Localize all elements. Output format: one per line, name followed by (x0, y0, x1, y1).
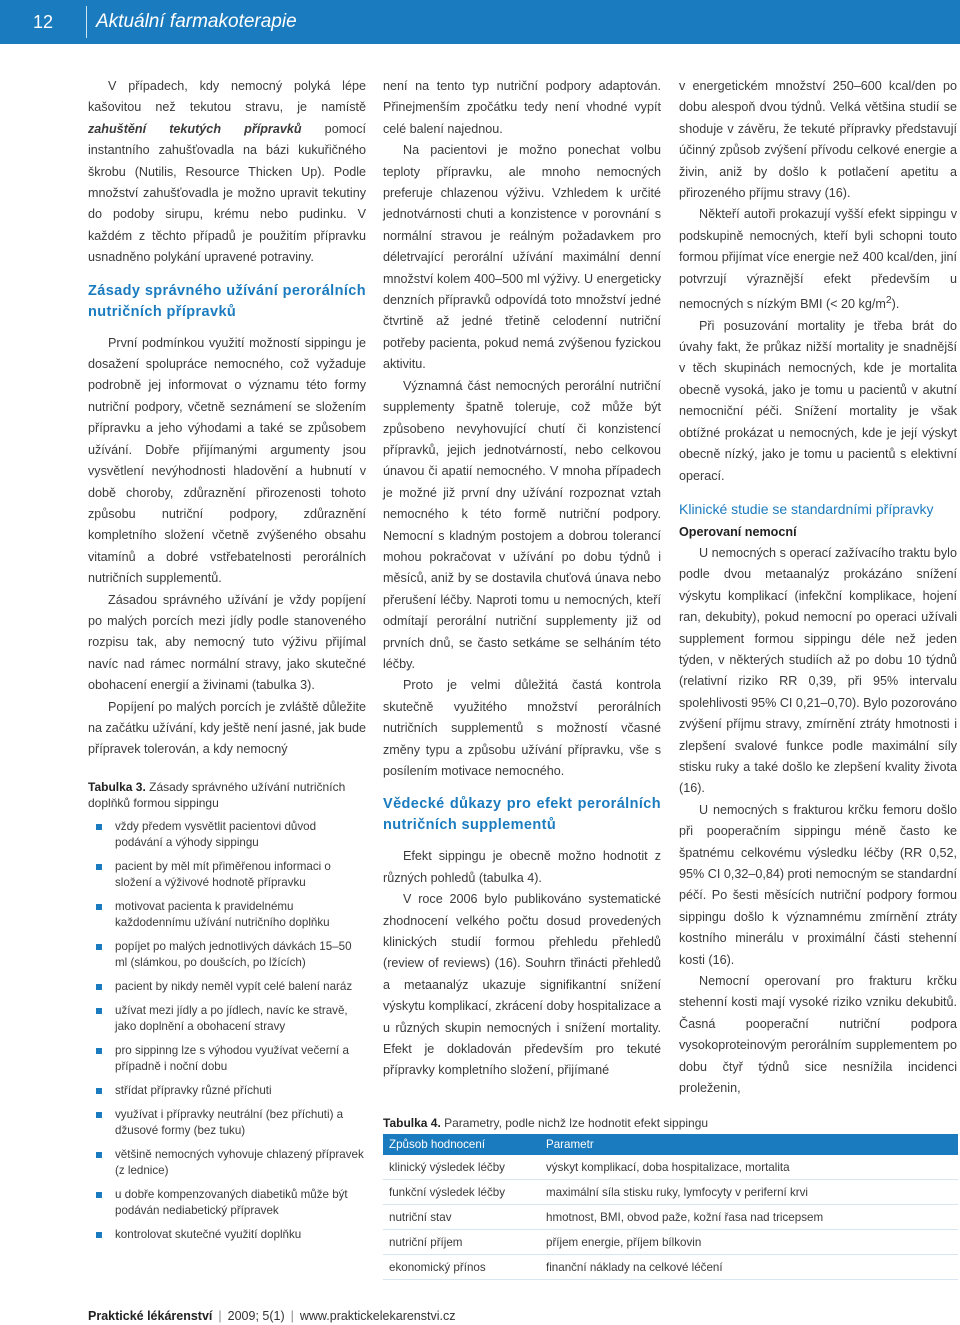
table-row (383, 1205, 958, 1230)
paragraph: U nemocných s frakturou krčku femoru došlo při pooperačním sippingu méně často ke špatnému celkovému výsledku léčby (RR 0,52, 95% CI 0,32–0,84) proti nemocným se standardní péčí. Po šesti měsících nutriční podpory formou sippingu došlo k významnému zmírnění ztráty kostního minerálu v proximální části stehenní kosti (16). (679, 802, 957, 967)
list-item (88, 1187, 366, 1219)
square-bullet-icon (96, 824, 102, 830)
list-item-text: popíjet po malých jednotlivých dávkách 15–50 ml (slámkou, po doušcích, po lžících) (115, 940, 352, 969)
paragraph: Na pacientovi je možno ponechat volbu teploty přípravku, ale mnoho nemocných preferuje chlazenou výživu. Vzhledem k určité jednotvárnosti chuti a konzistence v porovnání s normální stravou je reálným požadavkem pro déletrvající perorální užívání maximální denní množství kolem 400–500 ml výživy. U energeticky denzních přípravků odpovídá toto množství jedné čtvrtině až jedné třetině celodenní nutriční potřeby pacienta, pokud nemá zvýšenou fyzickou aktivitu. (383, 143, 661, 372)
paragraph: V roce 2006 bylo publikováno systematické zhodnocení velkého počtu dosud provedených klinických studií formou přehledu přehledů (review of reviews) (16). Souhrn třinácti přehledů a metaanalýz ukazuje signifikantní snížení výskytu komplikací, zkrácení doby hospitalizace a u různých skupin nemocných i snížení mortality. Efekt je dokladován především pro tekuté přípravky kompletního složení, přijímané (383, 892, 661, 1078)
square-bullet-icon (96, 1088, 102, 1094)
list-item (88, 1107, 366, 1139)
paragraph: U nemocných s operací zažívacího traktu bylo podle dvou metaanalýz prokázáno snížení výskytu komplikací (infekční komplikace, hojení ran, dekubity), pokud nemocní po operaci užívali supplement formou sippingu déle než jeden týden, v některých studiích až po dobu 10 týdnů (relativní riziko RR 0,39, při 95% intervalu spolehlivosti 95% CI 0,21–0,70). Bylo pozorováno zvýšení příjmu stravy, zmírnění ztráty hmotnosti i zlepšení svalové funkce podle maximální síly stisku ruky a také došlo ke zlepšení kvality života (16). (679, 545, 957, 796)
column-1 (88, 76, 366, 761)
table-cell: maximální síla stisku ruky, lymfocyty v periferní krvi (540, 1180, 958, 1205)
table-header-row (383, 1134, 958, 1155)
list-item (88, 1043, 366, 1075)
page-footer (88, 1309, 455, 1323)
paragraph: Nemocní operovaní pro frakturu krčku stehenní kosti mají vysoké riziko vzniku dekubitů. Časná pooperační nutriční podpora vysokoproteinovým perorálním supplementem po dobu čtyř týdnů sice nesnížila incidenci proleženin, (679, 974, 957, 1096)
square-bullet-icon (96, 944, 102, 950)
table-4 (383, 1115, 958, 1280)
paragraph (679, 204, 957, 315)
table-cell: výskyt komplikací, doba hospitalizace, mortalita (540, 1155, 958, 1180)
list-item (88, 899, 366, 931)
table-row (383, 1230, 958, 1255)
list-item-text: užívat mezi jídly a po jídlech, navíc ke stravě, jako doplnění a obohacení stravy (115, 1004, 348, 1033)
text: pomocí instantního zahušťovadla na bázi kukuřičného škrobu (Nutilis, Resource Thicken Up). Podle množství zahušťovadla je možno upravit tekutiny do podoby sirupu, krému nebo pudinku. V každém z těchto případů je použitím přípravku usnadněno polykání upravené potraviny. (88, 121, 366, 265)
text: V případech, kdy nemocný polyká lépe kašovitou než tekutou stravu, je namístě (88, 79, 366, 115)
paragraph: První podmínkou využití možností sippingu je dosažení spolupráce nemocného, což vyžaduje podrobně jej informovat o významu této formy nutriční podpory, včetně seznámení se složením přípravku a jeho výhodami a také se způsobem užívání. Dobře přijímanými argumenty jsou vysvětlení nevýhodnosti hladovění a hubnutí v době choroby, zdůraznění přirozenosti tohoto způsobu nutriční podpory, zdůraznění kompletního složení včetně zvýšeného obsahu vitamínů a dobré vstřebatelnosti perorálních nutričních supplementů. (88, 335, 366, 586)
table-3 (88, 779, 366, 1251)
parameters-table (383, 1134, 958, 1280)
page-header (0, 0, 960, 44)
list-item (88, 859, 366, 891)
list-item-text: využívat i přípravky neutrální (bez příchuti) a džusové formy (bez tuku) (115, 1108, 344, 1137)
paragraph: Zásadou správného užívání je vždy popíjení po malých porcích mezi jídly podle stanoveného rozpisu tak, aby nemocný tuto výživu přijímal navíc nad rámec normální stravy, jako skutečné obohacení energií a živinami (tabulka 3). (88, 592, 366, 693)
square-bullet-icon (96, 904, 102, 910)
list-item (88, 1003, 366, 1035)
paragraph (88, 76, 366, 269)
column-header: Parametr (540, 1134, 958, 1155)
table-cell: finanční náklady na celkové léčení (540, 1255, 958, 1280)
paragraph: není na tento typ nutriční podpory adaptován. Přinejmenším zpočátku tedy není vhodné vypít celé balení najednou. (383, 79, 661, 136)
text: ). (891, 297, 900, 312)
section-title: Aktuální farmakoterapie (96, 11, 297, 32)
section-heading: Vědecké důkazy pro efekt perorálních nutričních supplementů (383, 796, 661, 834)
list-item (88, 1227, 366, 1243)
footer-divider: | (290, 1309, 294, 1323)
square-bullet-icon (96, 1112, 102, 1118)
journal-issue: 2009; 5(1) (227, 1309, 285, 1323)
section-heading: Zásady správného užívání perorálních nutričních přípravků (88, 282, 366, 320)
square-bullet-icon (96, 984, 102, 990)
table-3-caption (88, 779, 366, 811)
square-bullet-icon (96, 1152, 102, 1158)
superscript: 2 (885, 294, 892, 307)
paragraph: Efekt sippingu je obecně možno hodnotit z různých pohledů (tabulka 4). (383, 849, 661, 885)
list-item-text: většině nemocných vyhovuje chlazený přípravek (z lednice) (115, 1148, 364, 1177)
column-3 (679, 76, 957, 1099)
list-item-text: pacient by měl mít přiměřenou informaci o složení a výživové hodnotě přípravku (115, 860, 331, 889)
table-3-list (88, 819, 366, 1243)
square-bullet-icon (96, 1008, 102, 1014)
caption-text: Parametry, podle nichž lze hodnotit efekt sippingu (440, 1116, 709, 1130)
caption-text: Zásady správného užívání nutričních doplňků formou sippingu (88, 780, 346, 810)
section-heading: Klinické studie se standardními přípravky (679, 500, 934, 517)
emphasis: zahuštění tekutých přípravků (88, 121, 302, 136)
table-4-caption (383, 1115, 958, 1131)
list-item-text: u dobře kompenzovaných diabetiků může být podáván nediabetický přípravek (115, 1188, 348, 1217)
column-2 (383, 76, 661, 1082)
table-label: Tabulka 3. (88, 780, 146, 794)
paragraph: Popíjení po malých porcích je zvláště důležite na začátku užívání, kdy ještě není jasné, jak bude přípravek tolerován, a kdy nemocný (88, 699, 366, 757)
list-item (88, 939, 366, 971)
table-row (383, 1155, 958, 1180)
table-label: Tabulka 4. (383, 1116, 441, 1130)
table-cell: ekonomický přínos (383, 1255, 540, 1280)
paragraph: v energetickém množství 250–600 kcal/den po dobu alespoň dvou týdnů. Velká většina studií se shoduje v závěru, že tekuté přípravky představují účinný způsob zvýšení přívodu celkové energie a živin, aniž by došlo k potlačení apetitu a přirozeného příjmu stravy (16). (679, 79, 957, 201)
list-item (88, 1147, 366, 1179)
table-cell: hmotnost, BMI, obvod paže, kožní řasa nad tricepsem (540, 1205, 958, 1230)
text: Někteří autoři prokazují vyšší efekt sippingu v podskupině nemocných, kteří byli schopni touto formou přijímat více energie než 400 kcal/den, jiní potvrzují výraznější efekt především u nemocných s nízkým BMI (< 20 kg/m (679, 207, 957, 312)
column-header: Způsob hodnocení (383, 1134, 540, 1155)
journal-url[interactable]: www.praktickelekarenstvi.cz (299, 1309, 456, 1323)
square-bullet-icon (96, 864, 102, 870)
list-item-text: motivovat pacienta k pravidelnému každodennímu užívání nutričního doplňku (115, 900, 330, 929)
paragraph: Proto je velmi důležitá častá kontrola skutečně využitého množství perorálních nutričních supplementů s možností včasné změny typu a způsobu užívání přípravku, vše s posílením motivace nemocného. (383, 678, 661, 778)
subsection-heading: Operovaní nemocní (679, 524, 797, 539)
table-cell: nutriční příjem (383, 1230, 540, 1255)
table-row (383, 1255, 958, 1280)
table-cell: funkční výsledek léčby (383, 1180, 540, 1205)
list-item (88, 979, 366, 995)
list-item-text: pro sippinng lze s výhodou využívat večerní a případně i noční dobu (115, 1044, 349, 1073)
square-bullet-icon (96, 1232, 102, 1238)
header-divider (86, 6, 87, 38)
table-cell: klinický výsledek léčby (383, 1155, 540, 1180)
list-item-text: vždy předem vysvětlit pacientovi důvod podávání a výhody sippingu (115, 820, 317, 849)
paragraph: Při posuzování mortality je třeba brát do úvahy fakt, že průkaz nižší mortality je snadnější v těch skupinách nemocných, kde je mortalita obecně vysoká, jako je tomu u pacientů v akutní nemocniční péči. Snížení mortality je však obtížné prokázat u nemocných, kde je její výskyt obecně nízký, jako je tomu u pacientů s elektivní operací. (679, 318, 957, 483)
list-item-text: střídat přípravky různé příchuti (115, 1084, 272, 1097)
table-row (383, 1180, 958, 1205)
list-item-text: pacient by nikdy neměl vypít celé balení naráz (115, 980, 353, 993)
page-number: 12 (32, 12, 54, 32)
footer-divider: | (218, 1309, 222, 1323)
list-item (88, 819, 366, 851)
list-item-text: kontrolovat skutečné využití doplňku (115, 1228, 302, 1241)
table-cell: nutriční stav (383, 1205, 540, 1230)
square-bullet-icon (96, 1048, 102, 1054)
square-bullet-icon (96, 1192, 102, 1198)
journal-name: Praktické lékárenství (88, 1309, 213, 1323)
list-item (88, 1083, 366, 1099)
table-cell: příjem energie, příjem bílkovin (540, 1230, 958, 1255)
paragraph: Významná část nemocných perorální nutriční supplementy špatně toleruje, což může být způsobeno nevyhovující chutí či konzistencí přípravků, jejich jednotvárností, nebo celkovou únavou či apatií nemocného. V mnoha případech je možné již první dny užívání rozpoznat vztah nemocného k této formě nutriční podpory. Nemocní s kladným postojem a dobrou tolerancí mohou pokračovat v užívání po dobu týdnů i měsíců, aniž by se dostavila chuťová únava nebo přerušení léčby. Naproti tomu u nemocných, kteří odmítají perorální nutriční supplementy již od prvních dnů, se často setkáme se selháním této léčby. (383, 378, 661, 671)
